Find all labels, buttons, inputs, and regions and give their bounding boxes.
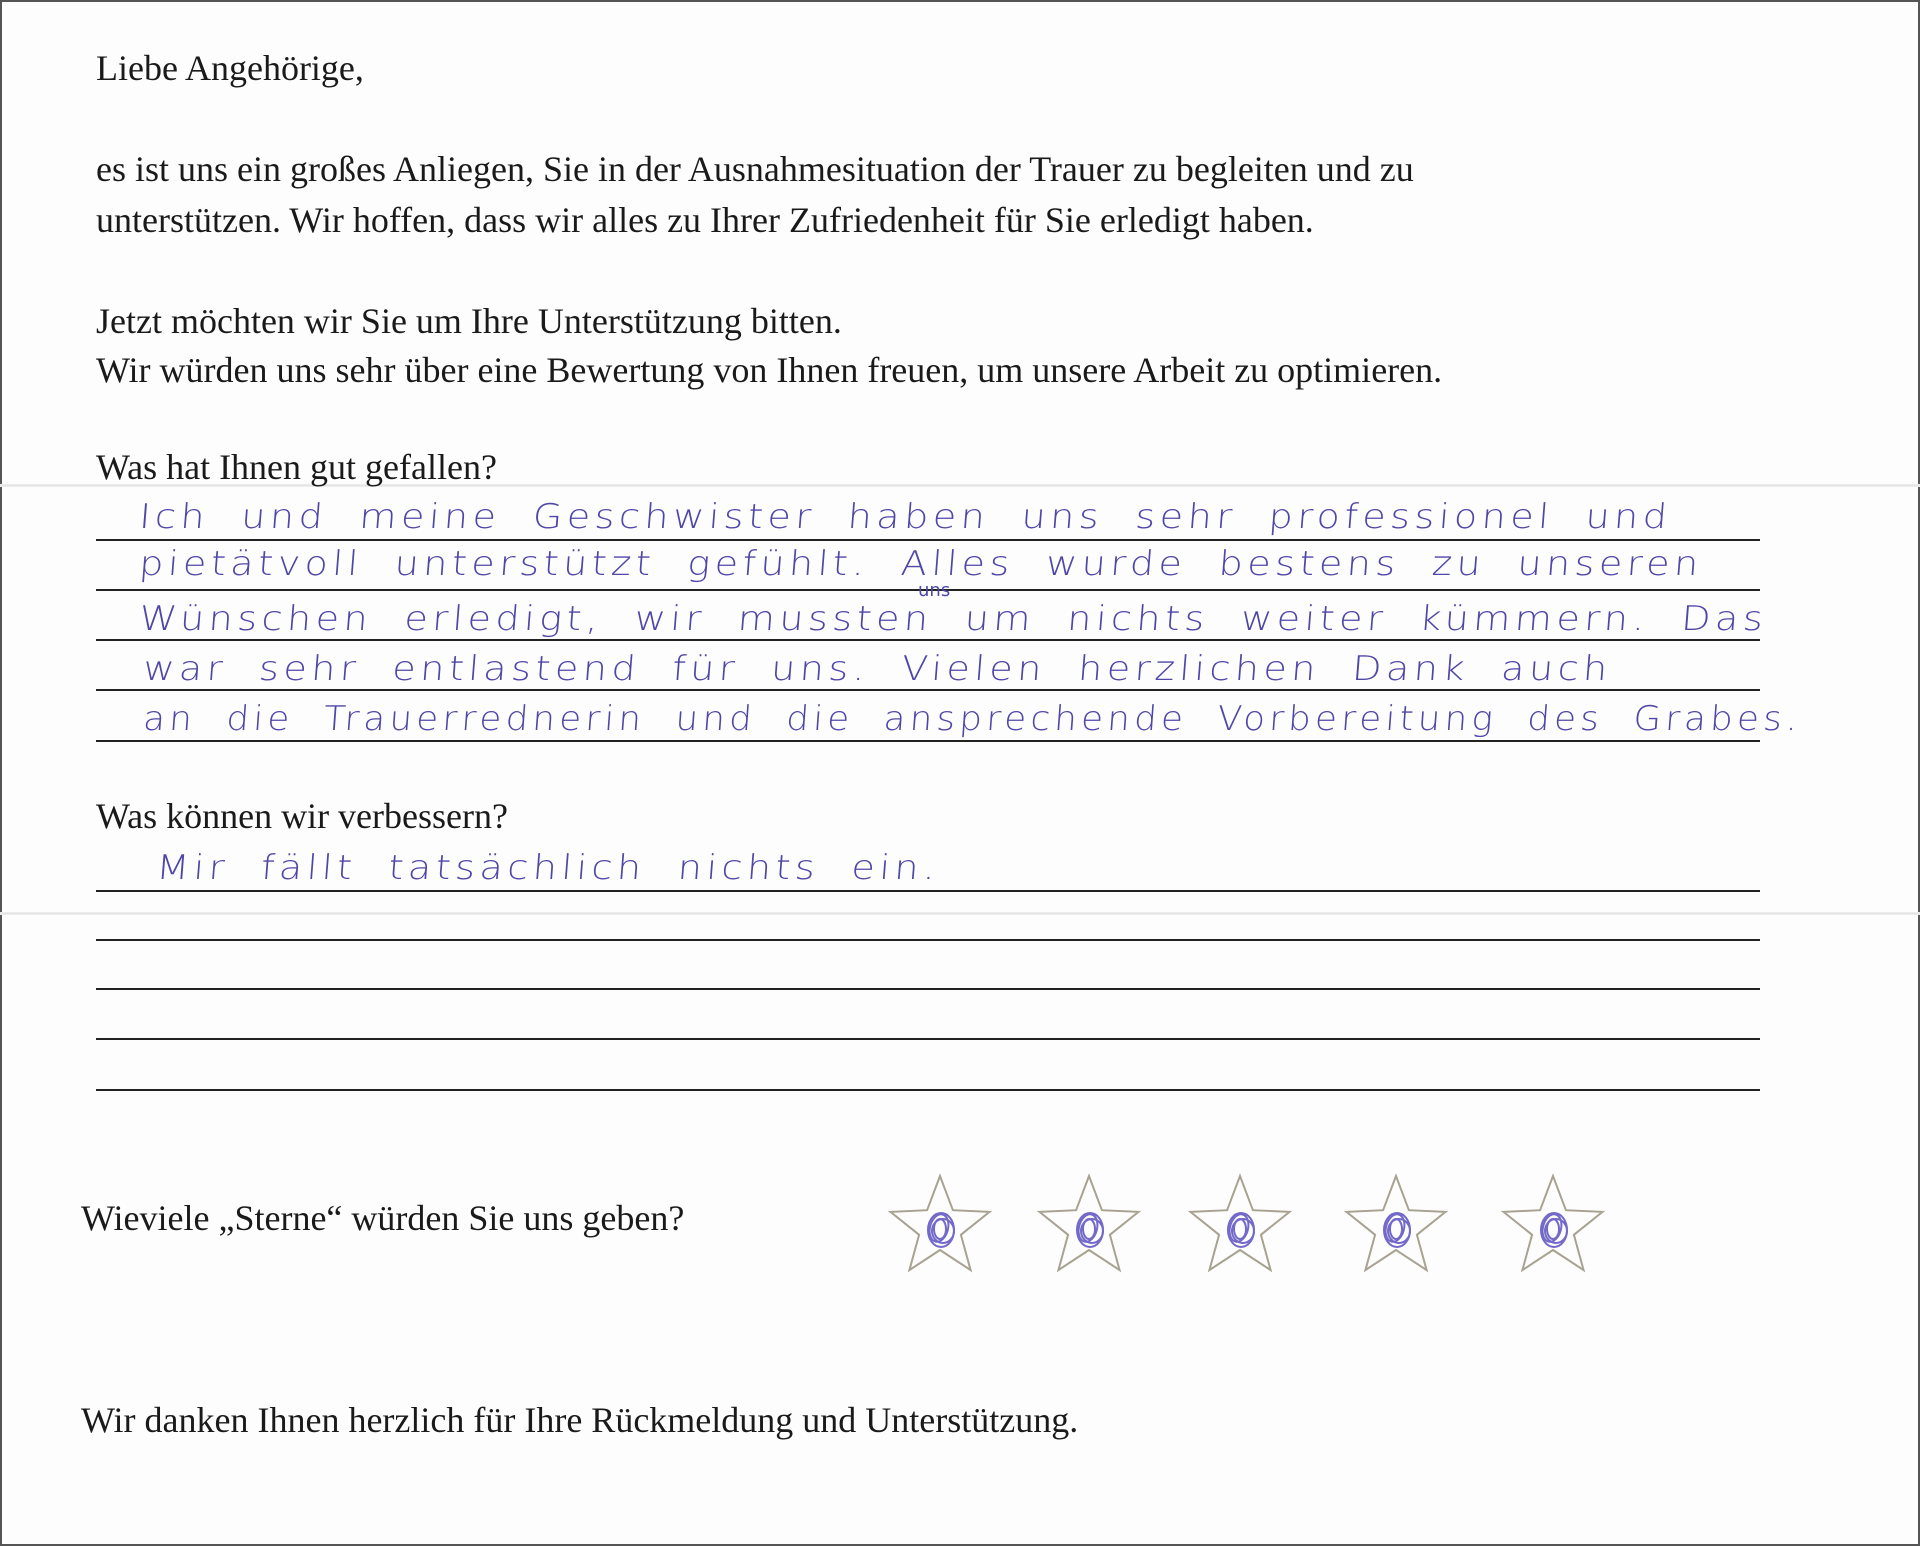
request-line: Wir würden uns sehr über eine Bewertung von Ihnen freuen, um unsere Arbeit zu optimieren. xyxy=(96,350,1443,390)
paper-fold xyxy=(0,912,1920,915)
answer-line xyxy=(96,689,1760,691)
handwritten-answer: war sehr entlastend für uns. Vielen herzlichen Dank auch xyxy=(141,649,1614,689)
rating-question: Wieviele „Sterne“ würden Sie uns geben? xyxy=(81,1198,685,1238)
handwritten-insertion: uns xyxy=(918,580,951,601)
scribble-mark xyxy=(1540,1212,1567,1247)
scribble-mark xyxy=(1227,1212,1254,1247)
star-outline-icon xyxy=(1040,1176,1139,1270)
star-2[interactable] xyxy=(1034,1168,1144,1278)
answer-line xyxy=(96,1038,1760,1040)
star-5[interactable] xyxy=(1498,1168,1608,1278)
handwritten-answer: an die Trauerrednerin und die ansprechende Vorbereitung des Grabes. xyxy=(141,699,1804,739)
scribble-mark xyxy=(927,1212,954,1247)
answer-line xyxy=(96,740,1760,742)
question-liked: Was hat Ihnen gut gefallen? xyxy=(96,447,497,487)
star-outline-icon xyxy=(1504,1176,1603,1270)
answer-line xyxy=(96,890,1760,892)
intro-line: unterstützen. Wir hoffen, dass wir alles zu Ihrer Zufriedenheit für Sie erledigt haben. xyxy=(96,200,1314,240)
star-outline-icon xyxy=(1347,1176,1446,1270)
answer-line xyxy=(96,639,1760,641)
handwritten-answer: pietätvoll unterstützt gefühlt. Alles wurde bestens zu unseren xyxy=(137,544,1705,584)
answer-line xyxy=(96,539,1760,541)
request-line: Jetzt möchten wir Sie um Ihre Unterstützung bitten. xyxy=(96,301,842,341)
question-improve: Was können wir verbessern? xyxy=(96,796,508,836)
answer-line xyxy=(96,1089,1760,1091)
intro-line: es ist uns ein großes Anliegen, Sie in der Ausnahmesituation der Trauer zu begleiten und zu xyxy=(96,149,1414,189)
closing-text: Wir danken Ihnen herzlich für Ihre Rückmeldung und Unterstützung. xyxy=(81,1400,1079,1440)
scribble-mark xyxy=(1383,1212,1410,1247)
star-outline-icon xyxy=(891,1176,990,1270)
scribble-mark xyxy=(1076,1212,1103,1247)
star-4[interactable] xyxy=(1341,1168,1451,1278)
handwritten-answer: Ich und meine Geschwister haben uns sehr professionel und xyxy=(137,497,1674,537)
star-1[interactable] xyxy=(885,1168,995,1278)
star-outline-icon xyxy=(1191,1176,1290,1270)
handwritten-answer: Mir fällt tatsächlich nichts ein. xyxy=(154,848,942,888)
greeting: Liebe Angehörige, xyxy=(96,48,364,88)
answer-line xyxy=(96,939,1760,941)
answer-line xyxy=(96,988,1760,990)
handwritten-answer: Wünschen erledigt, wir mussten um nichts weiter kümmern. Das xyxy=(137,599,1769,639)
star-3[interactable] xyxy=(1185,1168,1295,1278)
